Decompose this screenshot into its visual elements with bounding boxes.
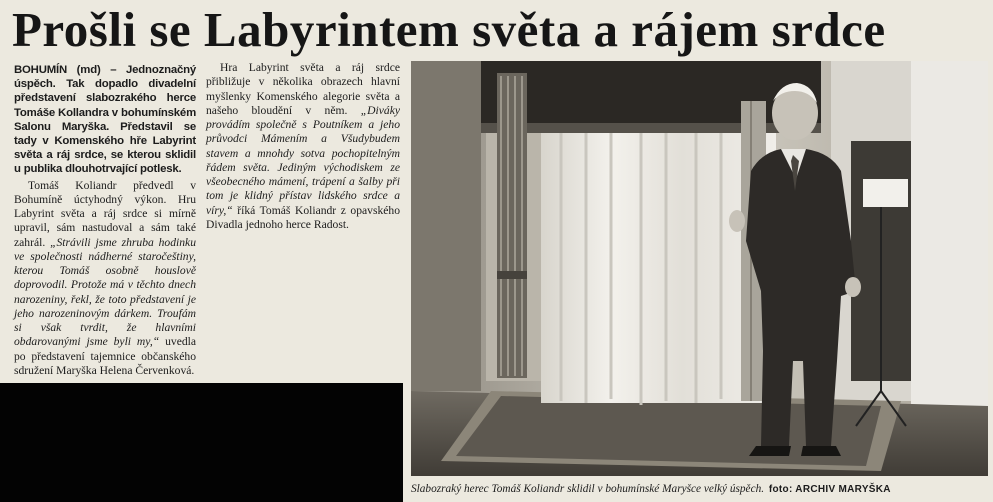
- article-photo: [411, 61, 988, 476]
- body-p1-quote: „Strávili jsme zhruba hodinku ve společnosti nádherné staročeštiny, kterou Tomáš osobně houslově doprovodil. Protože má v těchto dnech narozeniny, řekl, že toto představení je jeho narozeninovým dárkem. Troufám si však tvrdit, že hlavními obdarovanými jsme byli my,“: [14, 235, 196, 349]
- body-p1-tail: uvedla po představení tajemnice občanského sdružení Maryška Helena Červenková.: [14, 335, 196, 377]
- photo-caption: [411, 480, 988, 498]
- article-column-2: [206, 61, 400, 232]
- body-paragraph-1: [14, 179, 196, 379]
- photo-credit: foto: ARCHIV MARYŠKA: [768, 484, 891, 495]
- headline: Prošli se Labyrintem světa a rájem srdce: [12, 2, 886, 57]
- black-block: [0, 383, 403, 502]
- photo-illustration: [411, 61, 988, 476]
- lead-paragraph: BOHUMÍN (md) – Jednoznačný úspěch. Tak dopadlo divadelní představení slabozrakého herce Tomáše Kollandra v bohumínském Salonu Maryška. Představil se tady v Komenského hře Labyrint světa a ráj srdce, se kterou sklidil u publika dlouhotrvající potlesk.: [14, 64, 196, 176]
- photo-caption-text: Slabozraký herec Tomáš Koliandr sklidil v bohumínské Maryšce velký úspěch.: [411, 483, 765, 495]
- body-paragraph-2: [206, 61, 400, 232]
- body-p2-plain: Hra Labyrint světa a ráj srdce přibližuje v několika obrazech hlavní myšlenky Komenského alegorie světa a našeho bloudění v něm.: [206, 61, 400, 117]
- body-p1-plain: Tomáš Koliandr předvedl v Bohumíně úctyhodný výkon. Hru Labyrint světa a ráj srdce si mírně upravil, sám nastudoval a sám také zahrál.: [14, 178, 196, 249]
- body-p2-tail: říká Tomáš Koliandr z opavského Divadla jednoho herce Radost.: [206, 203, 400, 231]
- body-p2-quote: „Diváky provádím společně s Poutníkem a jeho průvodci Mámením a Všudybudem stavem a mnohdy sotva pochopitelným řádem světa. Jediným východiskem ze všeobecného mámení, trápení a šalby při tom je klidný přístav lidského srdce a víry,“: [206, 103, 400, 217]
- article-column-1: [14, 63, 196, 378]
